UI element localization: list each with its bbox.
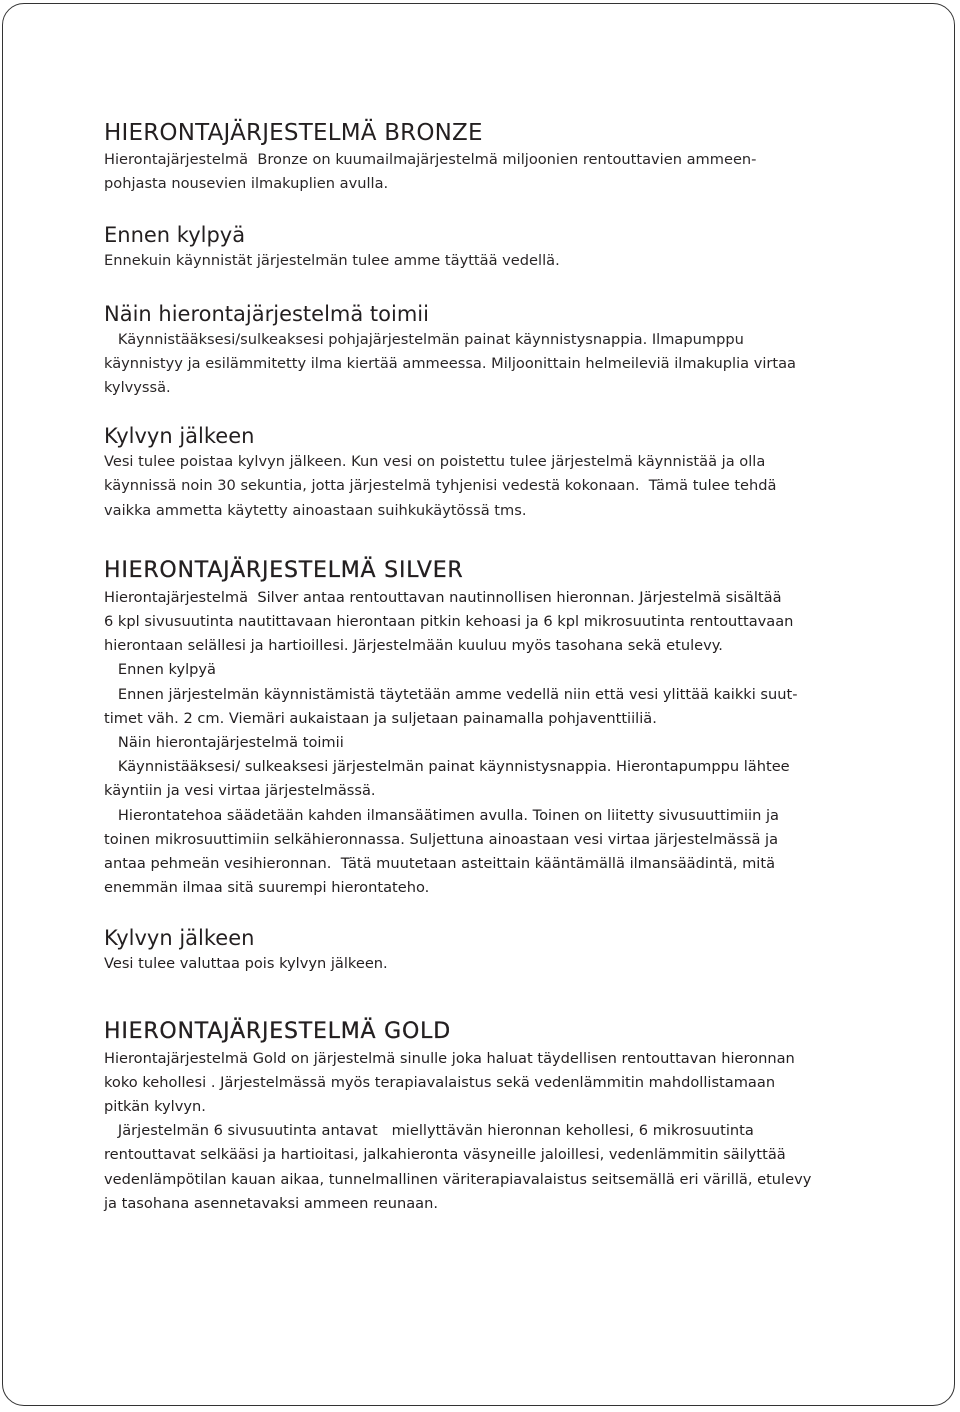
section-bronze	[104, 118, 894, 523]
silver-body-line: timet väh. 2 cm. Viemäri aukaistaan ja suljetaan painamalla pohjaventtiiliä.	[104, 709, 657, 727]
gold-body-line: ja tasohana asennetavaksi ammeen reunaan.	[104, 1194, 439, 1212]
silver-after-title: Kylvyn jälkeen	[104, 926, 255, 951]
silver-after-text: Vesi tulee valuttaa pois kylvyn jälkeen.	[104, 955, 388, 973]
bronze-after-line: käynnissä noin 30 sekuntia, jotta järjestelmä tyhjenisi vedestä kokonaan. Tämä tulee tehdä	[104, 477, 777, 495]
silver-body-line: Käynnistääksesi/ sulkeaksesi järjestelmän painat käynnistysnappia. Hierontapumppu lähtee	[104, 758, 790, 776]
silver-body-line: Hierontajärjestelmä Silver antaa rentouttavan nautinnollisen hieronnan. Järjestelmä sisältää	[104, 588, 782, 606]
silver-body-line: Hierontatehoa säädetään kahden ilmansäätimen avulla. Toinen on liitetty sivusuuttimiin ja	[104, 806, 779, 824]
section-gold	[104, 1017, 894, 1216]
gold-body-line: Hierontajärjestelmä Gold on järjestelmä sinulle joka haluat täydellisen rentouttavan hieronnan	[104, 1049, 795, 1067]
silver-body-line: Näin hierontajärjestelmä toimii	[104, 734, 344, 752]
bronze-after-line: vaikka ammetta käytetty ainoastaan suihkukäytössä tms.	[104, 501, 527, 519]
gold-body-line: Järjestelmän 6 sivusuutinta antavat miellyttävän hieronnan kehollesi, 6 mikrosuutinta	[104, 1122, 754, 1140]
bronze-before-text: Ennekuin käynnistät järjestelmän tulee amme täyttää vedellä.	[104, 252, 560, 270]
silver-body-line: käyntiin ja vesi virtaa järjestelmässä.	[104, 782, 376, 800]
silver-title: HIERONTAJÄRJESTELMÄ SILVER	[104, 557, 464, 583]
gold-body-line: koko kehollesi . Järjestelmässä myös terapiavalaistus sekä vedenlämmitin mahdollistamaan	[104, 1073, 776, 1091]
bronze-how-title: Näin hierontajärjestelmä toimii	[104, 301, 429, 326]
silver-body-line: Ennen kylpyä	[104, 661, 216, 679]
bronze-title: HIERONTAJÄRJESTELMÄ BRONZE	[104, 120, 483, 146]
silver-body-line: antaa pehmeän vesihieronnan. Tätä muutetaan asteittain kääntämällä ilmansäädintä, mitä	[104, 855, 776, 873]
bronze-how-line: kylvyssä.	[104, 379, 171, 397]
bronze-intro-line: Hierontajärjestelmä Bronze on kuumailmajärjestelmä miljoonien rentouttavien ammeen-	[104, 151, 757, 168]
silver-body-line: enemmän ilmaa sitä suurempi hierontateho.	[104, 879, 430, 897]
gold-title: HIERONTAJÄRJESTELMÄ GOLD	[104, 1018, 451, 1044]
gold-body-line: vedenlämpötilan kauan aikaa, tunnelmallinen väriterapiavalaistus seitsemällä eri värillä, etulevy	[104, 1170, 812, 1188]
bronze-intro-line: pohjasta nousevien ilmakuplien avulla.	[104, 175, 389, 193]
bronze-how-line: Käynnistääksesi/sulkeaksesi pohjajärjestelmän painat käynnistysnappia. Ilmapumppu	[104, 330, 744, 348]
gold-body-line: pitkän kylvyn.	[104, 1098, 206, 1116]
silver-body-line: 6 kpl sivusuutinta nautittavaan hierontaan pitkin kehoasi ja 6 kpl mikrosuutinta rentouttavaan	[104, 613, 794, 631]
bronze-after-title: Kylvyn jälkeen	[104, 424, 255, 449]
gold-body-line: rentouttavat selkääsi ja hartioitasi, jalkahieronta väsyneille jaloillesi, vedenlämmitin säilyttää	[104, 1146, 786, 1164]
silver-body-line: hierontaan selällesi ja hartioillesi. Järjestelmään kuuluu myös tasohana sekä etulevy.	[104, 637, 723, 655]
bronze-before-title: Ennen kylpyä	[104, 223, 246, 248]
section-silver	[104, 556, 894, 977]
bronze-after-line: Vesi tulee poistaa kylvyn jälkeen. Kun vesi on poistettu tulee järjestelmä käynnistää ja olla	[104, 453, 766, 471]
silver-body-line: Ennen järjestelmän käynnistämistä täytetään amme vedellä niin että vesi ylittää kaikki suut-	[104, 685, 798, 703]
silver-body-line: toinen mikrosuuttimiin selkähieronnassa. Suljettuna ainoastaan vesi virtaa järjestelmässä ja	[104, 830, 779, 848]
bronze-how-line: käynnistyy ja esilämmitetty ilma kiertää ammeessa. Miljoonittain helmeileviä ilmakuplia virtaa	[104, 354, 796, 372]
document-content	[104, 118, 894, 1216]
